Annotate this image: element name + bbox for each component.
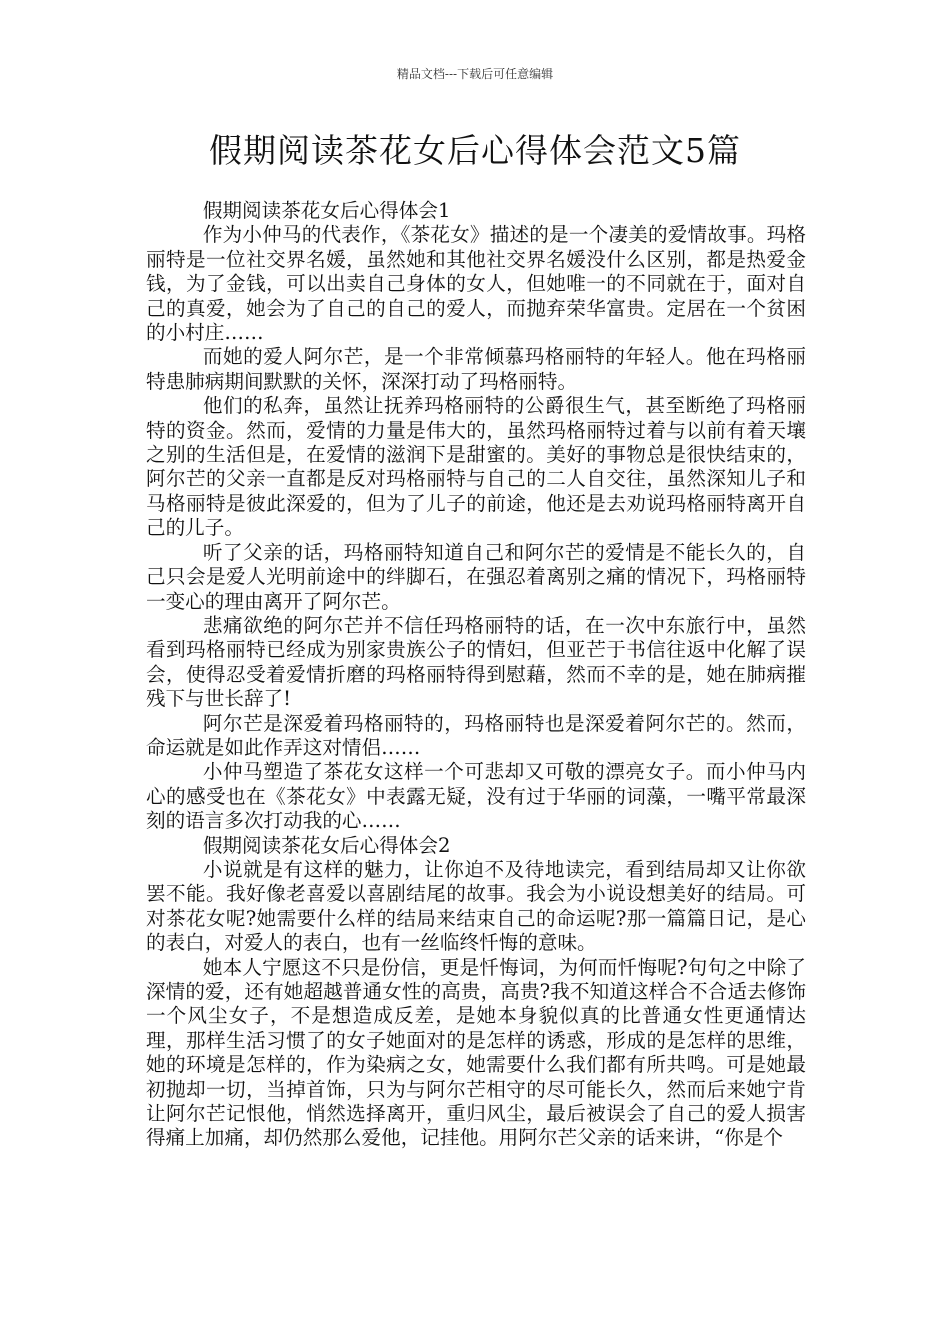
paragraph: 小说就是有这样的魅力，让你迫不及待地读完，看到结局却又让你欲罢不能。我好像老喜爱以喜剧结尾的故事。我会为小说设想美好的结局。可对茶花女呢?她需要什么样的结局来结束自己的命运呢?那一篇篇日记，是心的表白，对爱人的表白，也有一丝临终忏悔的意味。 — [146, 857, 806, 955]
section-heading-2: 假期阅读茶花女后心得体会2 — [202, 833, 451, 857]
document-title: 假期阅读茶花女后心得体会范文5篇 — [209, 131, 741, 170]
section-heading-1: 假期阅读茶花女后心得体会1 — [202, 199, 451, 222]
paragraph: 他们的私奔，虽然让抚养玛格丽特的公爵很生气，甚至断绝了玛格丽特的资金。然而，爱情的力量是伟大的，虽然玛格丽特过着与以前有着天壤之别的生活但是，在爱情的滋润下是甜蜜的。美好的事物总是很快结束的，阿尔芒的父亲一直都是反对玛格丽特与自己的二人自交往，虽然深知儿子和马格丽特是彼此深爱的，但为了儿子的前途，他还是去劝说玛格丽特离开自己的儿子。 — [146, 394, 806, 540]
paragraph: 听了父亲的话，玛格丽特知道自己和阿尔芒的爱情是不能长久的，自己只会是爱人光明前途中的绊脚石，在强忍着离别之痛的情况下，玛格丽特一变心的理由离开了阿尔芒。 — [146, 540, 806, 613]
paragraph: 小仲马塑造了茶花女这样一个可悲却又可敬的漂亮女子。而小仲马内心的感受也在《茶花女》中表露无疑，没有过于华丽的词藻，一嘴平常最深刻的语言多次打动我的心…… — [146, 760, 806, 833]
paragraph: 悲痛欲绝的阿尔芒并不信任玛格丽特的话，在一次中东旅行中，虽然看到玛格丽特已经成为别家贵族公子的情妇，但亚芒于书信往返中化解了误会，使得忍受着爱情折磨的玛格丽特得到慰藉，然而不幸的是，她在肺病摧残下与世长辞了! — [146, 613, 806, 711]
paragraph: 作为小仲马的代表作，《茶花女》描述的是一个凄美的爱情故事。玛格丽特是一位社交界名媛，虽然她和其他社交界名媛没什么区别，都是热爱金钱，为了金钱，可以出卖自己身体的女人，但她唯一的不同就在于，面对自己的真爱，她会为了自己的自己的爱人，而抛弃荣华富贵。定居在一个贫困的小村庄…… — [146, 223, 806, 345]
paragraph: 而她的爱人阿尔芒，是一个非常倾慕玛格丽特的年轻人。他在玛格丽特患肺病期间默默的关怀，深深打动了玛格丽特。 — [146, 345, 806, 393]
paragraph: 阿尔芒是深爱着玛格丽特的，玛格丽特也是深爱着阿尔芒的。然而，命运就是如此作弄这对情侣…… — [146, 711, 806, 759]
paragraph: 她本人宁愿这不只是份信，更是忏悔词，为何而忏悔呢?句句之中除了深情的爱，还有她超越普通女性的高贵，高贵?我不知道这样合不合适去修饰一个风尘女子，不是想造成反差，是她本身貌似真的比普通女性更通情达理，那样生活习惯了的女子她面对的是怎样的诱惑，形成的是怎样的思维，她的环境是怎样的，作为染病之女，她需要什么我们都有所共鸣。可是她最初抛却一切，当掉首饰，只为与阿尔芒相守的尽可能长久，然而后来她宁肯让阿尔芒记恨他，悄然选择离开，重归风尘，最后被误会了自己的爱人损害得痛上加痛，却仍然那么爱他，记挂他。用阿尔芒父亲的话来讲，“你是个 — [146, 955, 806, 1150]
document-body — [146, 199, 806, 1151]
page-header: 精品文档---下载后可任意编辑 — [396, 67, 554, 81]
